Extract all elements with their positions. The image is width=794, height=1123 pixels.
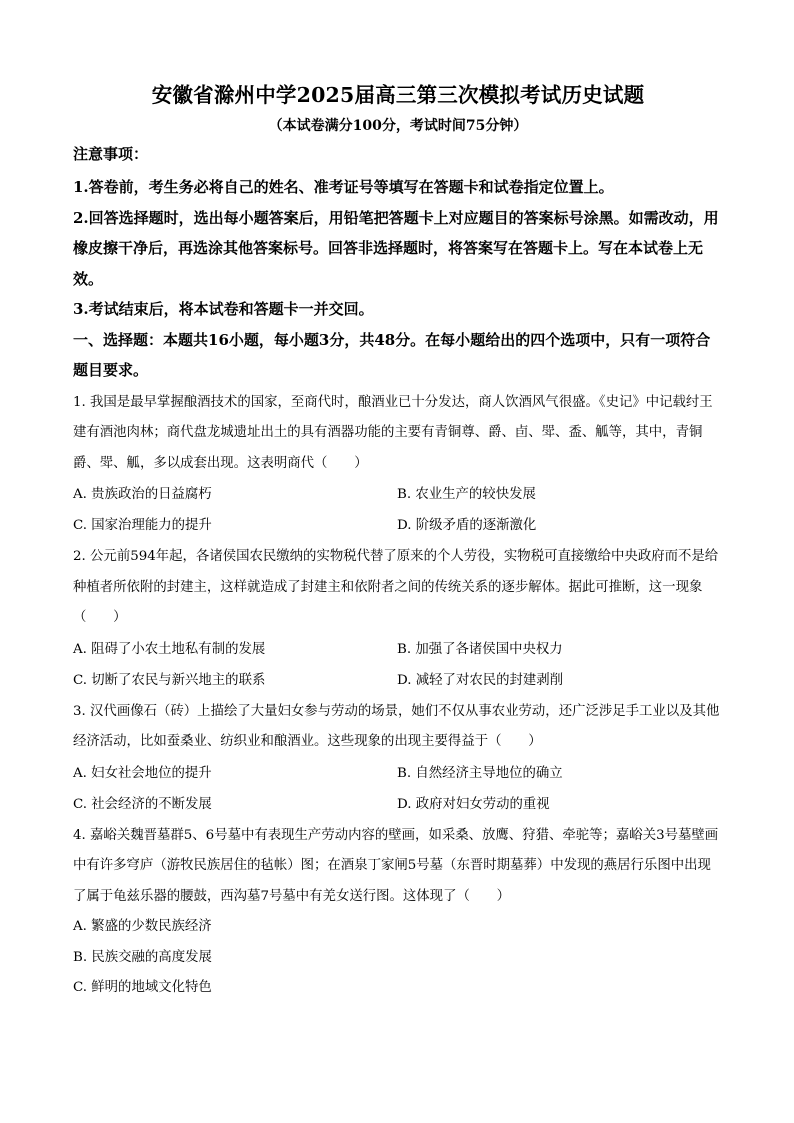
option-row (73, 665, 723, 696)
option-c: C. 鲜明的地域文化特色 (73, 980, 212, 995)
option-c: C. 切断了农民与新兴地主的联系 (73, 672, 266, 688)
option-a: A. 妇女社会地位的提升 (73, 765, 212, 781)
option-b: B. 自然经济主导地位的确立 (397, 765, 563, 781)
option-row (73, 634, 723, 665)
question-stem: 3. 汉代画像石（砖）上描绘了大量妇女参与劳动的场景，她们不仅从事农业劳动，还广泛涉足手工业以及其他经济活动，比如蚕桑业、纺织业和酿酒业。这些现象的出现主要得益于（ ） (73, 703, 720, 749)
option-d: D. 减轻了对农民的封建剥削 (397, 672, 564, 688)
option-c: C. 国家治理能力的提升 (73, 518, 212, 533)
notes-heading: 注意事项： (73, 145, 149, 163)
exam-subtitle: （本试卷满分100分，考试时间75分钟） (268, 118, 528, 134)
option-d: D. 阶级矛盾的逐渐激化 (397, 518, 537, 533)
option-a: A. 繁盛的少数民族经济 (73, 919, 212, 934)
question-stem: 4. 嘉峪关魏晋墓群5、6号墓中有表现生产劳动内容的壁画，如采桑、放鹰、狩猎、牵驼等；嘉峪关3号墓壁画中有许多穹庐（游牧民族居住的毡帐）图；在酒泉丁家闸5号墓（东晋时期墓葬）中发现的燕居行乐图中出现了属于龟兹乐器的腰鼓，西沟墓7号墓中有羌女送行图。这体现了（ ） (73, 827, 719, 904)
option-row (73, 758, 723, 789)
exam-page (73, 80, 723, 1004)
notes-section (73, 144, 723, 325)
note-item-3: 3.考试结束后，将本试卷和答题卡一并交回。 (73, 300, 374, 318)
option-a: A. 阻碍了小农土地私有制的发展 (73, 641, 266, 657)
note-item-2: 2.回答选择题时，选出每小题答案后，用铅笔把答题卡上对应题目的答案标号涂黑。如需改动，用橡皮擦干净后，再选涂其他答案标号。回答非选择题时，将答案写在答题卡上。写在本试卷上无效。 (73, 208, 719, 288)
question-3 (73, 697, 723, 820)
exam-title: 安徽省滁州中学2025届高三第三次模拟考试历史试题 (151, 83, 645, 107)
option-b: B. 农业生产的较快发展 (397, 487, 536, 502)
option-row (73, 789, 723, 820)
question-1 (73, 388, 723, 542)
option-c: C. 社会经济的不断发展 (73, 796, 212, 812)
option-row (73, 510, 723, 541)
question-stem: 2. 公元前594年起，各诸侯国农民缴纳的实物税代替了原来的个人劳役，实物税可直接缴给中央政府而不是给种植者所依附的封建主，这样就造成了封建主和依附者之间的传统关系的逐步解体。据此可推断，这一现象（ ） (73, 549, 719, 625)
question-2 (73, 542, 723, 696)
option-b: B. 民族交融的高度发展 (73, 949, 212, 965)
question-stem: 1. 我国是最早掌握酿酒技术的国家，至商代时，酿酒业已十分发达，商人饮酒风气很盛。《史记》中记载纣王建有酒池肉林；商代盘龙城遗址出土的具有酒器功能的主要有青铜尊、爵、卣、斝、盉、觚等，其中，青铜爵、斝、觚，多以成套出现。这表明商代（ ） (73, 394, 713, 471)
note-item-1: 1.答卷前，考生务必将自己的姓名、准考证号等填写在答题卡和试卷指定位置上。 (73, 178, 614, 196)
option-b: B. 加强了各诸侯国中央权力 (397, 641, 563, 657)
section-heading: 一、选择题：本题共16小题，每小题3分，共48分。在每小题给出的四个选项中，只有一项符合题目要求。 (73, 330, 711, 379)
question-4 (73, 821, 723, 1004)
option-a: A. 贵族政治的日益腐朽 (73, 487, 212, 502)
option-row (73, 479, 723, 510)
option-d: D. 政府对妇女劳动的重视 (397, 796, 550, 812)
